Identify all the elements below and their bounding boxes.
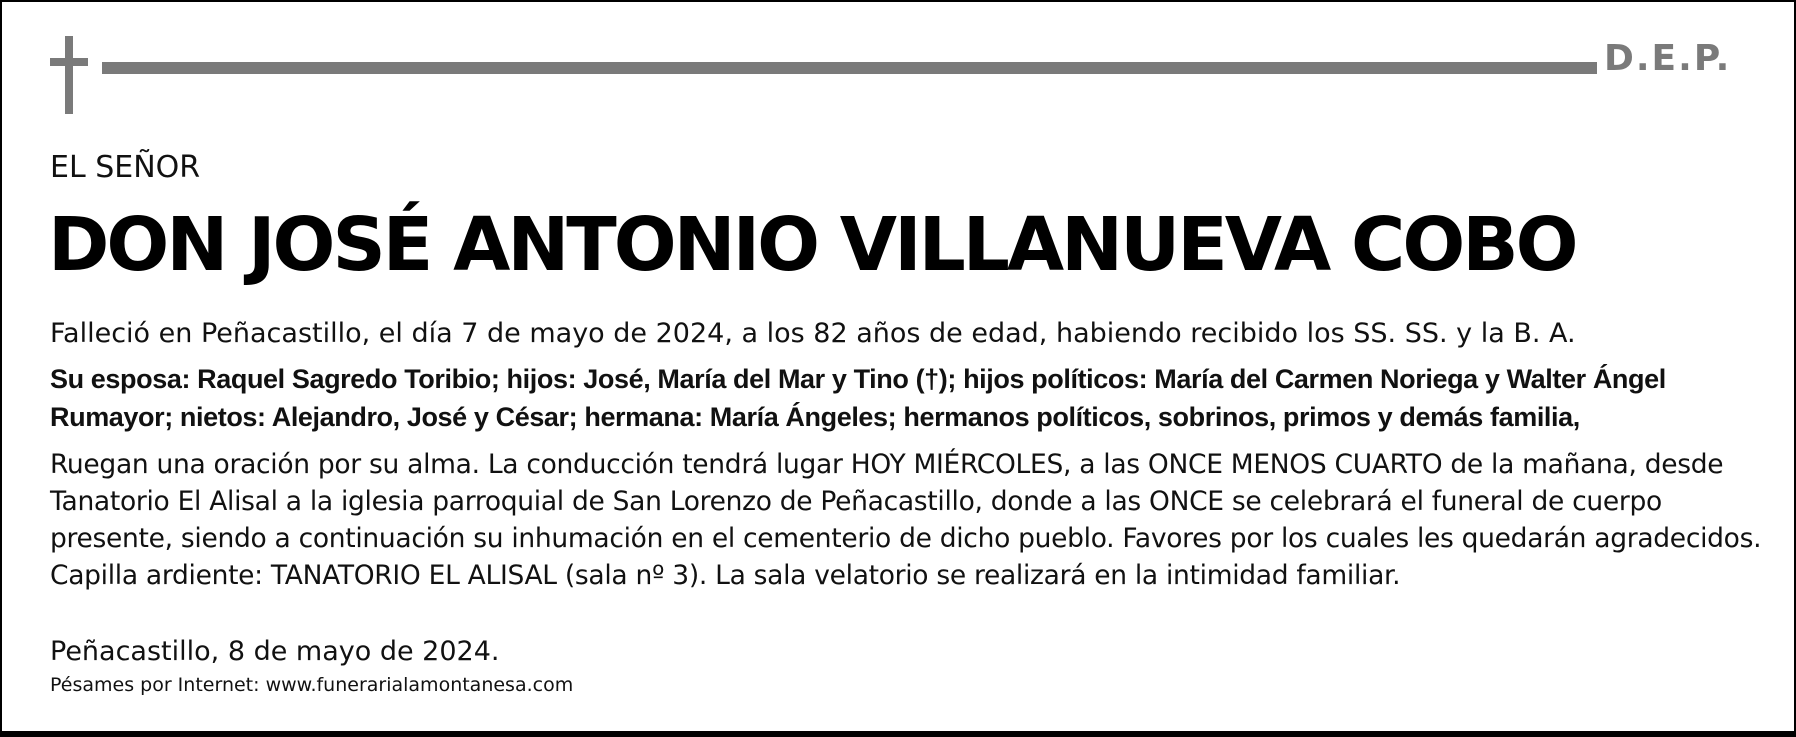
title-prefix: EL SEÑOR (50, 150, 201, 185)
death-notice: Falleció en Peñacastillo, el día 7 de mayo de 2024, a los 82 años de edad, habiendo recibido los SS. SS. y la B. A. (50, 318, 1576, 349)
funeral-details: Ruegan una oración por su alma. La conducción tendrá lugar HOY MIÉRCOLES, a las ONCE MENOS CUARTO de la mañana, desde Tanatorio El Alisal a la iglesia parroquial de San Lorenzo de Peñacastillo, donde a las ONCE se celebrará el funeral de cuerpo presente, siendo a continuación su inhumación en el cementerio de dicho pueblo. Favores por los cuales les quedarán agradecidos. Capilla ardiente: TANATORIO EL ALISAL (sala nº 3). La sala velatorio se realizará en la intimidad familiar. (50, 449, 1762, 591)
condolences-website: Pésames por Internet: www.funerarialamontanesa.com (50, 674, 574, 696)
place-date: Peñacastillo, 8 de mayo de 2024. (50, 636, 500, 667)
header-rule (102, 62, 1597, 74)
dep-label: D.E.P. (1604, 38, 1732, 79)
cross-vertical-bar (65, 36, 73, 114)
deceased-name: DON JOSÉ ANTONIO VILLANUEVA COBO (48, 202, 1576, 288)
latin-cross-icon (50, 36, 88, 114)
family-list: Su esposa: Raquel Sagredo Toribio; hijos: José, María del Mar y Tino (†); hijos políticos: María del Carmen Noriega y Walter Ángel Rumayor; nietos: Alejandro, José y César; hermana: María Ángeles; hermanos políticos, sobrinos, primos y demás familia, (50, 364, 1666, 432)
cross-horizontal-bar (50, 58, 88, 66)
